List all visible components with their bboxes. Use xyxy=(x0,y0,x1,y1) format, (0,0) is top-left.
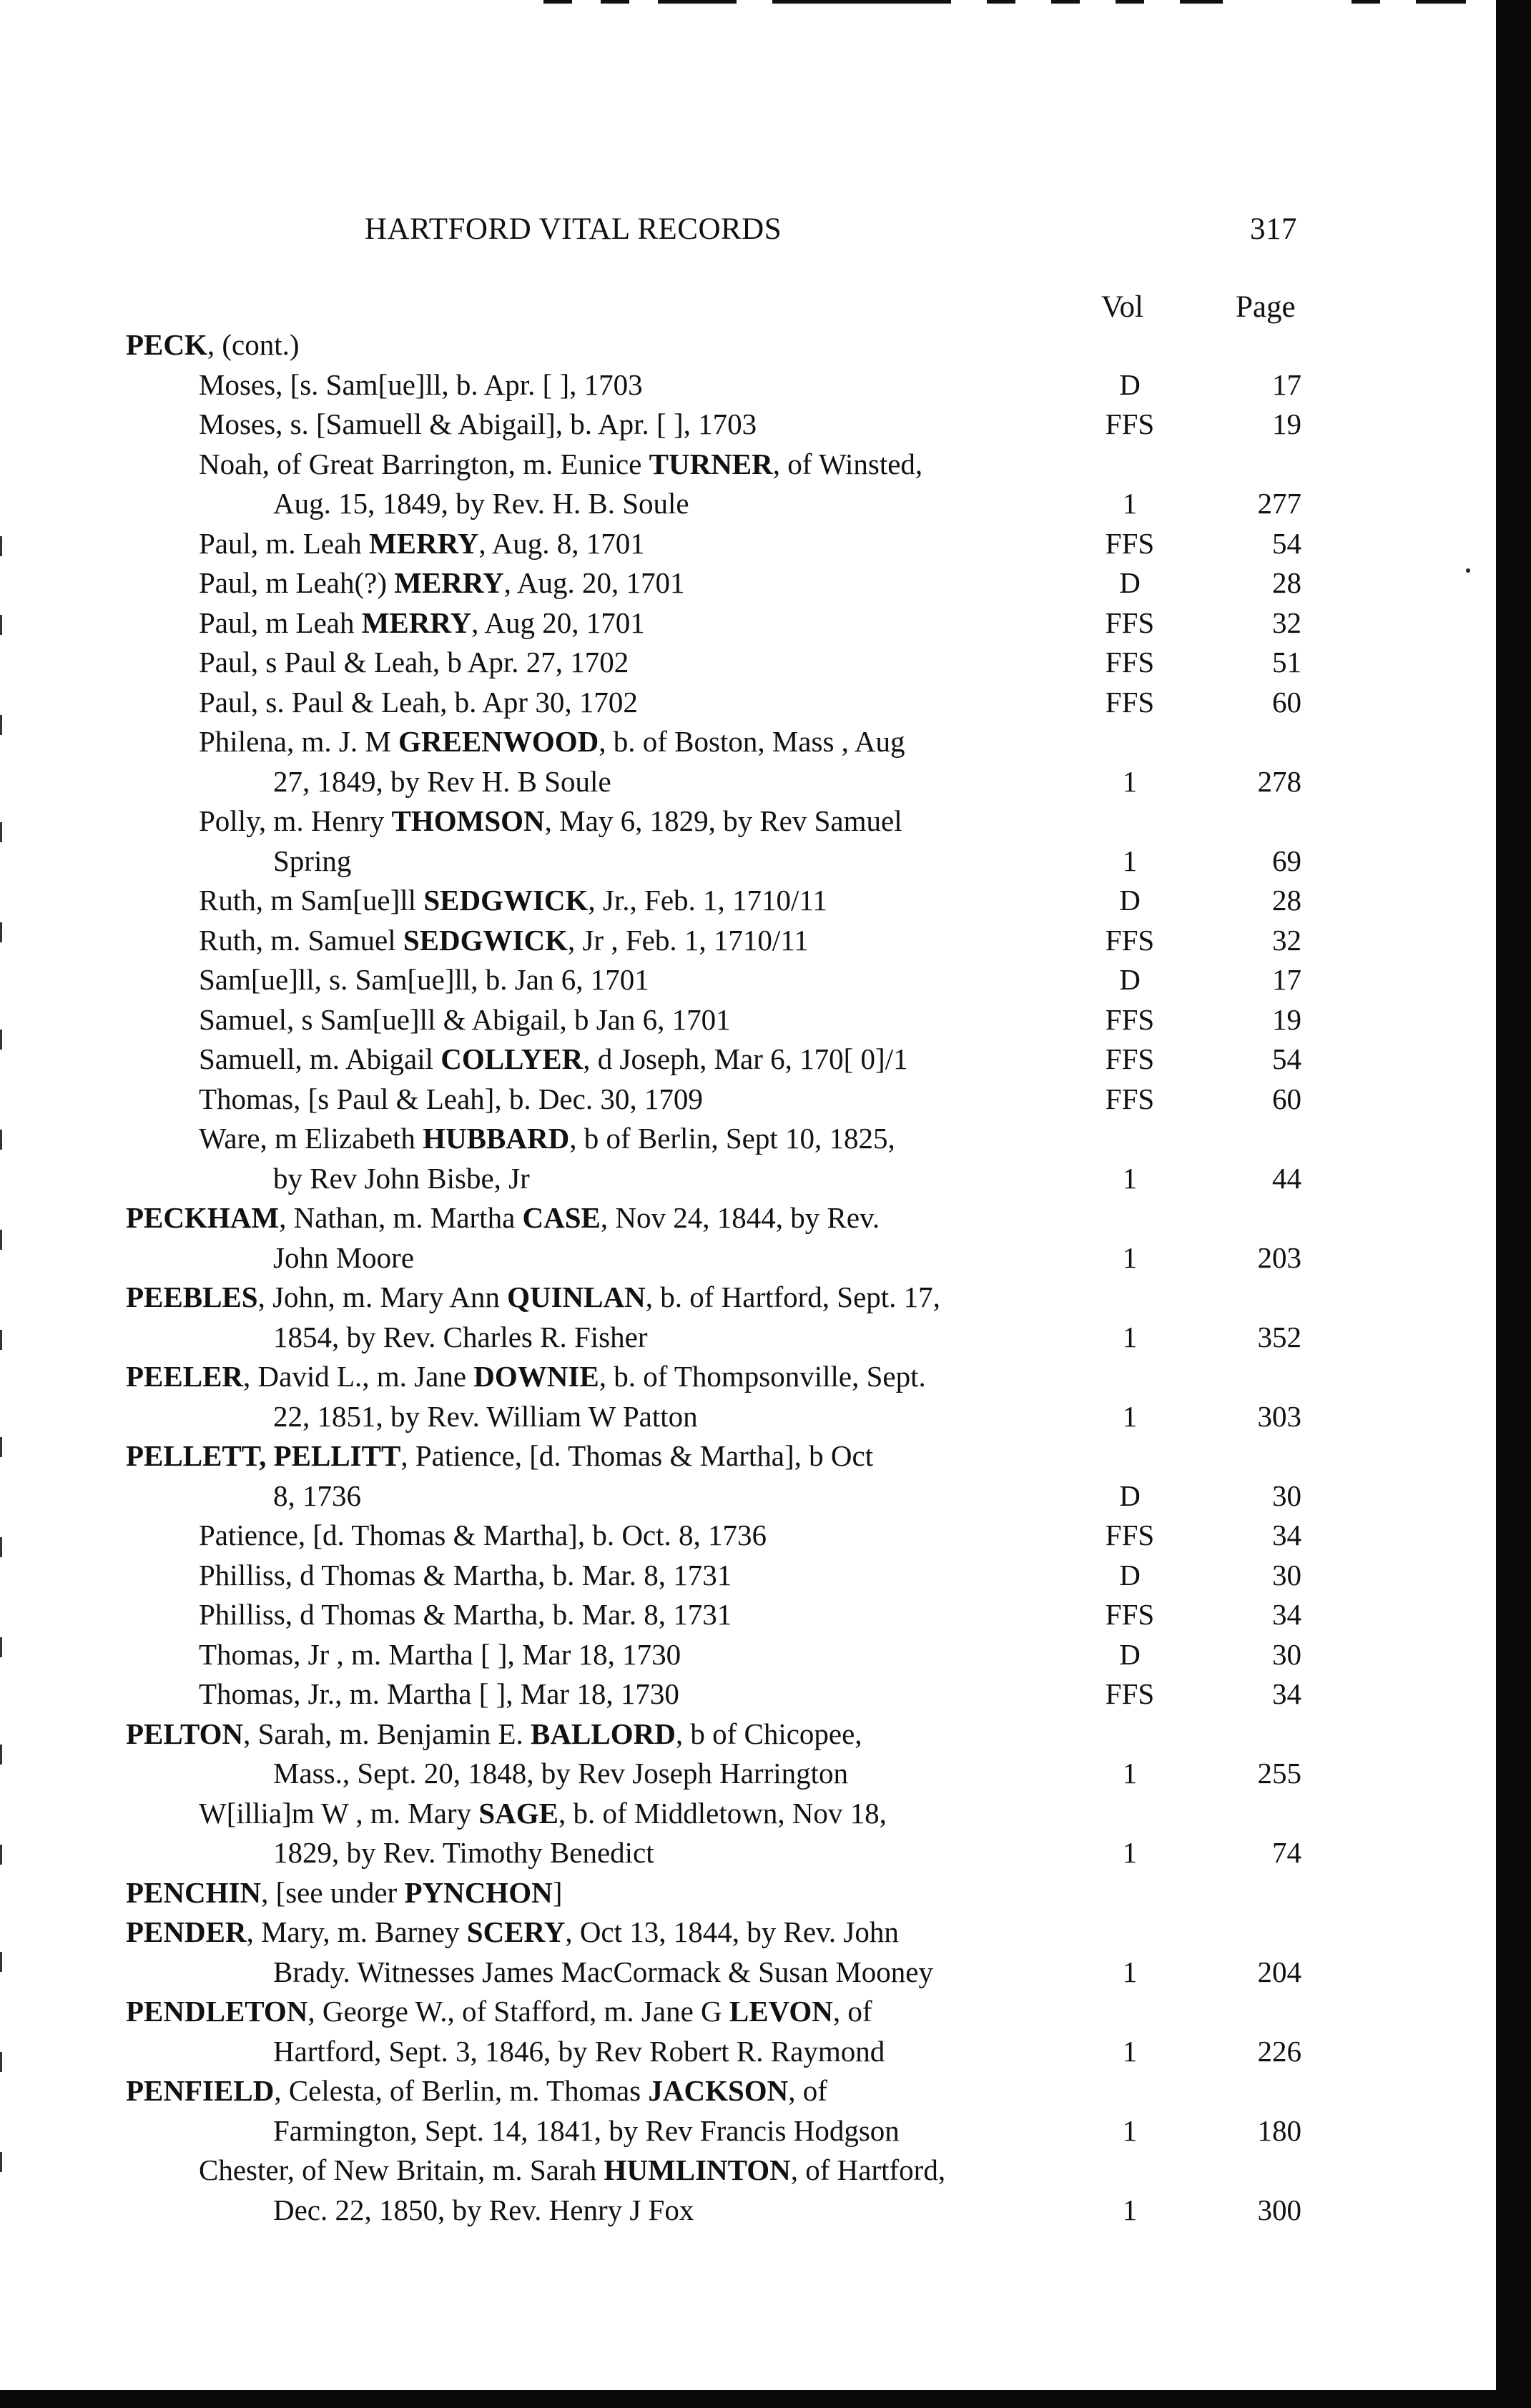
volume-ref: 1 xyxy=(1122,764,1138,798)
record-line xyxy=(0,2071,1496,2111)
record-line xyxy=(0,1913,1496,1953)
record-line xyxy=(0,445,1496,485)
column-header-vol: Vol xyxy=(1101,290,1143,324)
page-ref: 226 xyxy=(1257,2034,1301,2068)
record-text-segment: Dec. 22, 1850, by Rev. Henry J Fox xyxy=(273,2193,694,2226)
scan-top-mark xyxy=(1416,0,1466,4)
record-text xyxy=(273,1476,361,1516)
surname: PENDER xyxy=(126,1915,247,1948)
record-text-segment: , b. of Hartford, Sept. 17, xyxy=(645,1281,940,1313)
record-text-segment: Thomas, Jr , m. Martha [ ], Mar 18, 1730 xyxy=(199,1637,681,1671)
record-text xyxy=(126,1913,899,1953)
page-ref: 277 xyxy=(1257,487,1301,520)
record-text xyxy=(199,1000,731,1040)
volume-ref: FFS xyxy=(1105,1042,1155,1075)
surname: PECK xyxy=(126,328,207,361)
record-text-segment: Sam[ue]ll, s. Sam[ue]ll, b. Jan 6, 1701 xyxy=(199,963,649,996)
volume-ref: FFS xyxy=(1105,923,1155,957)
record-text xyxy=(199,960,649,1000)
surname: SAGE xyxy=(478,1796,558,1830)
record-line xyxy=(0,683,1496,723)
record-text-segment: 1829, by Rev. Timothy Benedict xyxy=(273,1836,654,1869)
record-line xyxy=(0,524,1496,564)
record-text xyxy=(199,722,905,762)
record-text-segment: Philena, m. J. M xyxy=(199,725,399,758)
record-text-segment: , Sarah, m. Benjamin E. xyxy=(243,1717,531,1750)
record-line xyxy=(0,1992,1496,2032)
record-text-segment: , Jr , Feb. 1, 1710/11 xyxy=(567,923,809,957)
volume-ref: FFS xyxy=(1105,606,1155,639)
record-text-segment: , Mary, m. Barney xyxy=(246,1915,467,1948)
record-text-segment: , b. of Boston, Mass , Aug xyxy=(599,725,905,758)
record-text xyxy=(273,762,611,802)
record-text xyxy=(199,1595,732,1635)
record-text xyxy=(199,563,685,603)
record-text xyxy=(126,1278,940,1318)
volume-ref: FFS xyxy=(1105,1598,1155,1631)
record-line xyxy=(0,1635,1496,1675)
record-text-segment: 22, 1851, by Rev. William W Patton xyxy=(273,1399,698,1433)
record-line xyxy=(0,1873,1496,1913)
record-line xyxy=(0,1953,1496,1993)
record-text xyxy=(199,643,629,683)
record-text xyxy=(273,1953,933,1993)
record-text-segment: , b. of Thompsonville, Sept. xyxy=(599,1360,926,1393)
volume-ref: FFS xyxy=(1105,526,1155,560)
record-text xyxy=(199,524,645,564)
record-line xyxy=(0,365,1496,405)
volume-ref: D xyxy=(1119,1637,1141,1671)
page-ref: 34 xyxy=(1272,1519,1301,1551)
scan-top-mark xyxy=(543,0,572,4)
record-text-segment: , [see under xyxy=(261,1875,405,1909)
record-line xyxy=(0,405,1496,445)
scan-top-mark xyxy=(1051,0,1080,4)
surname: HUMLINTON xyxy=(604,2153,791,2186)
record-line xyxy=(0,603,1496,643)
record-text-segment: Moses, [s. Sam[ue]ll, b. Apr. [ ], 1703 xyxy=(199,367,643,401)
record-text xyxy=(199,1635,681,1675)
volume-ref: 1 xyxy=(1122,2193,1138,2226)
page-ref: 303 xyxy=(1257,1399,1301,1433)
record-text xyxy=(199,405,757,445)
surname: THOMSON xyxy=(391,804,545,837)
page-ref: 17 xyxy=(1272,367,1301,401)
surname: PEEBLES xyxy=(126,1281,258,1313)
record-text xyxy=(273,2032,885,2072)
record-line xyxy=(0,1556,1496,1596)
scan-top-mark xyxy=(1180,0,1223,4)
scan-top-mark xyxy=(772,0,951,4)
record-line xyxy=(0,1516,1496,1556)
record-line xyxy=(0,921,1496,961)
record-text xyxy=(126,2071,827,2111)
page-ref: 180 xyxy=(1257,2113,1301,2147)
record-text-segment: , May 6, 1829, by Rev Samuel xyxy=(544,804,902,837)
record-line xyxy=(0,2032,1496,2072)
record-text-segment: Mass., Sept. 20, 1848, by Rev Joseph Harrington xyxy=(273,1757,849,1790)
record-line xyxy=(0,1674,1496,1714)
record-text xyxy=(273,1833,654,1873)
surname: PELTON xyxy=(126,1717,244,1750)
record-text xyxy=(199,445,922,485)
surname: MERRY xyxy=(394,566,504,599)
record-text-segment: , b. of Middletown, Nov 18, xyxy=(558,1796,887,1830)
record-line xyxy=(0,1119,1496,1159)
record-text xyxy=(199,801,902,842)
page-ref: 28 xyxy=(1272,884,1301,917)
surname: PECKHAM xyxy=(126,1201,280,1234)
record-text-segment: 1854, by Rev. Charles R. Fisher xyxy=(273,1320,648,1353)
scan-top-mark xyxy=(658,0,737,4)
record-text xyxy=(199,1556,732,1596)
surname: PEELER xyxy=(126,1360,244,1393)
surname: MERRY xyxy=(361,606,472,639)
record-text-segment: , Oct 13, 1844, by Rev. John xyxy=(565,1915,899,1948)
record-text xyxy=(273,2111,900,2151)
record-line xyxy=(0,801,1496,842)
page-ref: 34 xyxy=(1272,1677,1301,1710)
record-text-segment: , Nov 24, 1844, by Rev. xyxy=(600,1201,880,1234)
record-text xyxy=(126,1714,862,1755)
record-text xyxy=(273,1318,647,1358)
record-text-segment: John Moore xyxy=(273,1240,415,1274)
record-text xyxy=(273,1238,414,1278)
record-text xyxy=(199,683,638,723)
record-text xyxy=(126,1436,873,1476)
record-text-segment: , Nathan, m. Martha xyxy=(279,1201,523,1234)
page-ref: 30 xyxy=(1272,1479,1301,1512)
surname: SCERY xyxy=(466,1915,566,1948)
surname: BALLORD xyxy=(531,1717,676,1750)
volume-ref: FFS xyxy=(1105,1002,1155,1036)
surname: PELLETT, PELLITT xyxy=(126,1439,401,1472)
record-line xyxy=(0,1238,1496,1278)
record-text-segment: Ruth, m Sam[ue]ll xyxy=(199,884,424,917)
volume-ref: 1 xyxy=(1122,844,1138,877)
record-line xyxy=(0,1397,1496,1437)
record-text-segment: Chester, of New Britain, m. Sarah xyxy=(199,2153,604,2186)
volume-ref: 1 xyxy=(1122,1757,1138,1790)
volume-ref: 1 xyxy=(1122,487,1138,520)
record-text xyxy=(199,1516,767,1556)
record-text xyxy=(199,1794,887,1834)
record-text xyxy=(126,325,300,365)
record-line xyxy=(0,484,1496,524)
scan-bottom-border xyxy=(0,2390,1531,2408)
volume-ref: D xyxy=(1119,963,1141,996)
record-text-segment: , John, m. Mary Ann xyxy=(257,1281,508,1313)
record-text-segment: Aug. 15, 1849, by Rev. H. B. Soule xyxy=(273,487,689,520)
record-text xyxy=(199,1040,908,1080)
record-line xyxy=(0,1318,1496,1358)
page-ref: 60 xyxy=(1272,685,1301,719)
record-text xyxy=(126,1198,880,1238)
record-text xyxy=(273,842,351,882)
page-ref: 203 xyxy=(1257,1240,1301,1274)
page-ref: 60 xyxy=(1272,1082,1301,1115)
page-ref: 19 xyxy=(1272,408,1301,440)
page-ref: 32 xyxy=(1272,923,1301,957)
record-text-segment: Samuel, s Sam[ue]ll & Abigail, b Jan 6, 1701 xyxy=(199,1002,731,1036)
page-ref: 17 xyxy=(1272,963,1301,996)
page-ref: 54 xyxy=(1272,526,1301,560)
record-text-segment: Moses, s. [Samuell & Abigail], b. Apr. [ ], 1703 xyxy=(199,408,757,440)
page-ref: 204 xyxy=(1257,1955,1301,1988)
record-line xyxy=(0,1833,1496,1873)
volume-ref: FFS xyxy=(1105,1519,1155,1551)
record-text-segment: 27, 1849, by Rev H. B Soule xyxy=(273,764,611,798)
record-line xyxy=(0,1754,1496,1794)
record-text xyxy=(273,1397,698,1437)
volume-ref: 1 xyxy=(1122,1955,1138,1988)
record-text-segment: W[illia]m W , m. Mary xyxy=(199,1796,479,1830)
record-text xyxy=(273,484,689,524)
record-text xyxy=(199,603,645,643)
record-text-segment: , b of Chicopee, xyxy=(675,1717,862,1750)
record-line xyxy=(0,960,1496,1000)
surname: SEDGWICK xyxy=(403,923,568,957)
scan-top-mark xyxy=(987,0,1015,4)
volume-ref: 1 xyxy=(1122,1161,1138,1195)
volume-ref: D xyxy=(1119,884,1141,917)
record-text-segment: by Rev John Bisbe, Jr xyxy=(273,1161,530,1195)
volume-ref: D xyxy=(1119,367,1141,401)
record-text xyxy=(199,1674,679,1714)
record-text xyxy=(199,1080,703,1120)
page-ref: 30 xyxy=(1272,1558,1301,1592)
record-text-segment: Paul, s Paul & Leah, b Apr. 27, 1702 xyxy=(199,646,629,679)
record-line xyxy=(0,1357,1496,1397)
record-text xyxy=(273,2191,694,2231)
record-text xyxy=(199,2151,945,2191)
record-line xyxy=(0,1436,1496,1476)
surname: CASE xyxy=(522,1201,601,1234)
record-line xyxy=(0,643,1496,683)
volume-ref: 1 xyxy=(1122,1320,1138,1353)
record-line xyxy=(0,1000,1496,1040)
page-ref: 255 xyxy=(1257,1757,1301,1790)
volume-ref: 1 xyxy=(1122,1399,1138,1433)
record-line xyxy=(0,2111,1496,2151)
record-text-segment: Ruth, m. Samuel xyxy=(199,923,403,957)
record-line xyxy=(0,722,1496,762)
record-text-segment: Samuell, m. Abigail xyxy=(199,1042,441,1075)
record-text-segment: , Aug 20, 1701 xyxy=(471,606,645,639)
record-line xyxy=(0,563,1496,603)
page-ref: 278 xyxy=(1257,764,1301,798)
volume-ref: FFS xyxy=(1105,646,1155,679)
record-line xyxy=(0,1278,1496,1318)
page-ref: 30 xyxy=(1272,1637,1301,1671)
volume-ref: D xyxy=(1119,1558,1141,1592)
record-text-segment: , b of Berlin, Sept 10, 1825, xyxy=(569,1122,895,1155)
record-text-segment: Paul, s. Paul & Leah, b. Apr 30, 1702 xyxy=(199,685,638,719)
record-text xyxy=(199,881,827,921)
record-text-segment: , Patience, [d. Thomas & Martha], b Oct xyxy=(400,1439,874,1472)
surname: PENFIELD xyxy=(126,2074,275,2107)
record-text-segment: , George W., of Stafford, m. Jane G xyxy=(307,1995,729,2028)
surname: DOWNIE xyxy=(473,1360,599,1393)
record-text-segment: , of xyxy=(832,1995,872,2028)
surname: QUINLAN xyxy=(507,1281,646,1313)
page-number: 317 xyxy=(1250,212,1297,246)
surname: PYNCHON xyxy=(404,1875,553,1909)
record-text-segment: , (cont.) xyxy=(207,328,300,361)
record-text-segment: Paul, m. Leah xyxy=(199,526,369,560)
record-line xyxy=(0,1714,1496,1755)
record-text xyxy=(126,1992,872,2032)
record-line xyxy=(0,881,1496,921)
record-line xyxy=(0,1159,1496,1199)
column-header-page: Page xyxy=(1236,290,1296,324)
page-ref: 28 xyxy=(1272,566,1301,599)
surname: LEVON xyxy=(729,1995,833,2028)
record-line xyxy=(0,1794,1496,1834)
volume-ref: 1 xyxy=(1122,1240,1138,1274)
page-ref: 74 xyxy=(1272,1836,1301,1869)
record-text-segment: ] xyxy=(552,1875,563,1909)
page-ref: 300 xyxy=(1257,2193,1301,2226)
surname: PENDLETON xyxy=(126,1995,308,2028)
page-ref: 51 xyxy=(1272,646,1301,679)
record-text-segment: Patience, [d. Thomas & Martha], b. Oct. 8, 1736 xyxy=(199,1519,767,1551)
record-line xyxy=(0,2191,1496,2231)
record-text-segment: Spring xyxy=(273,844,352,877)
volume-ref: D xyxy=(1119,1479,1141,1512)
surname: SEDGWICK xyxy=(423,884,589,917)
page-ref: 352 xyxy=(1257,1320,1301,1353)
scan-top-mark xyxy=(1352,0,1380,4)
record-text-segment: Philliss, d Thomas & Martha, b. Mar. 8, 1731 xyxy=(199,1558,732,1592)
record-line xyxy=(0,762,1496,802)
record-text-segment: , Aug. 8, 1701 xyxy=(478,526,645,560)
record-text-segment: , Celesta, of Berlin, m. Thomas xyxy=(274,2074,649,2107)
record-text xyxy=(199,1119,895,1159)
record-text-segment: , Jr., Feb. 1, 1710/11 xyxy=(588,884,827,917)
surname: TURNER xyxy=(649,447,773,480)
surname: PENCHIN xyxy=(126,1875,262,1909)
surname: JACKSON xyxy=(648,2074,789,2107)
volume-ref: FFS xyxy=(1105,1677,1155,1710)
record-line xyxy=(0,325,1496,365)
record-line xyxy=(0,2151,1496,2191)
record-text-segment: , of Winsted, xyxy=(772,447,923,480)
record-text-segment: Farmington, Sept. 14, 1841, by Rev Francis Hodgson xyxy=(273,2113,900,2147)
surname: COLLYER xyxy=(440,1042,584,1075)
page-ref: 19 xyxy=(1272,1002,1301,1036)
surname: HUBBARD xyxy=(423,1122,570,1155)
scan-right-border xyxy=(1496,0,1531,2408)
record-text-segment: , David L., m. Jane xyxy=(243,1360,474,1393)
volume-ref: FFS xyxy=(1105,408,1155,440)
record-text-segment: 8, 1736 xyxy=(273,1479,361,1512)
running-title: HARTFORD VITAL RECORDS xyxy=(365,212,782,246)
record-text-segment: Noah, of Great Barrington, m. Eunice xyxy=(199,447,649,480)
record-line xyxy=(0,1198,1496,1238)
record-text-segment: , Aug. 20, 1701 xyxy=(503,566,685,599)
page-ref: 32 xyxy=(1272,606,1301,639)
record-text-segment: Hartford, Sept. 3, 1846, by Rev Robert R. Raymond xyxy=(273,2034,885,2068)
record-text xyxy=(273,1159,530,1199)
volume-ref: FFS xyxy=(1105,685,1155,719)
record-text xyxy=(273,1754,848,1794)
volume-ref: 1 xyxy=(1122,2113,1138,2147)
page-ref: 44 xyxy=(1272,1161,1301,1195)
volume-ref: 1 xyxy=(1122,2034,1138,2068)
record-text-segment: Thomas, Jr., m. Martha [ ], Mar 18, 1730 xyxy=(199,1677,679,1710)
record-line xyxy=(0,1080,1496,1120)
record-text-segment: , of Hartford, xyxy=(790,2153,946,2186)
record-text xyxy=(126,1357,926,1397)
page-ref: 69 xyxy=(1272,844,1301,877)
record-text-segment: , of xyxy=(788,2074,827,2107)
scan-top-mark xyxy=(1116,0,1144,4)
page-ref: 34 xyxy=(1272,1598,1301,1631)
record-line xyxy=(0,1595,1496,1635)
record-text-segment: , d Joseph, Mar 6, 170[ 0]/1 xyxy=(583,1042,908,1075)
volume-ref: FFS xyxy=(1105,1082,1155,1115)
record-text-segment: Philliss, d Thomas & Martha, b. Mar. 8, 1731 xyxy=(199,1598,732,1631)
record-line xyxy=(0,1476,1496,1516)
record-line xyxy=(0,842,1496,882)
page-ref: 54 xyxy=(1272,1042,1301,1075)
record-line xyxy=(0,1040,1496,1080)
record-text-segment: Polly, m. Henry xyxy=(199,804,392,837)
record-text-segment: Brady. Witnesses James MacCormack & Susan Mooney xyxy=(273,1955,933,1988)
record-text-segment: Thomas, [s Paul & Leah], b. Dec. 30, 1709 xyxy=(199,1082,703,1115)
record-text-segment: Ware, m Elizabeth xyxy=(199,1122,423,1155)
record-index-list xyxy=(0,325,1496,2230)
record-text xyxy=(126,1873,562,1913)
record-text xyxy=(199,921,809,961)
surname: MERRY xyxy=(368,526,479,560)
record-text-segment: Paul, m Leah xyxy=(199,606,362,639)
volume-ref: D xyxy=(1119,566,1141,599)
record-text-segment: Paul, m Leah(?) xyxy=(199,566,395,599)
scan-top-mark xyxy=(601,0,629,4)
volume-ref: 1 xyxy=(1122,1836,1138,1869)
surname: GREENWOOD xyxy=(398,725,599,758)
record-text xyxy=(199,365,643,405)
